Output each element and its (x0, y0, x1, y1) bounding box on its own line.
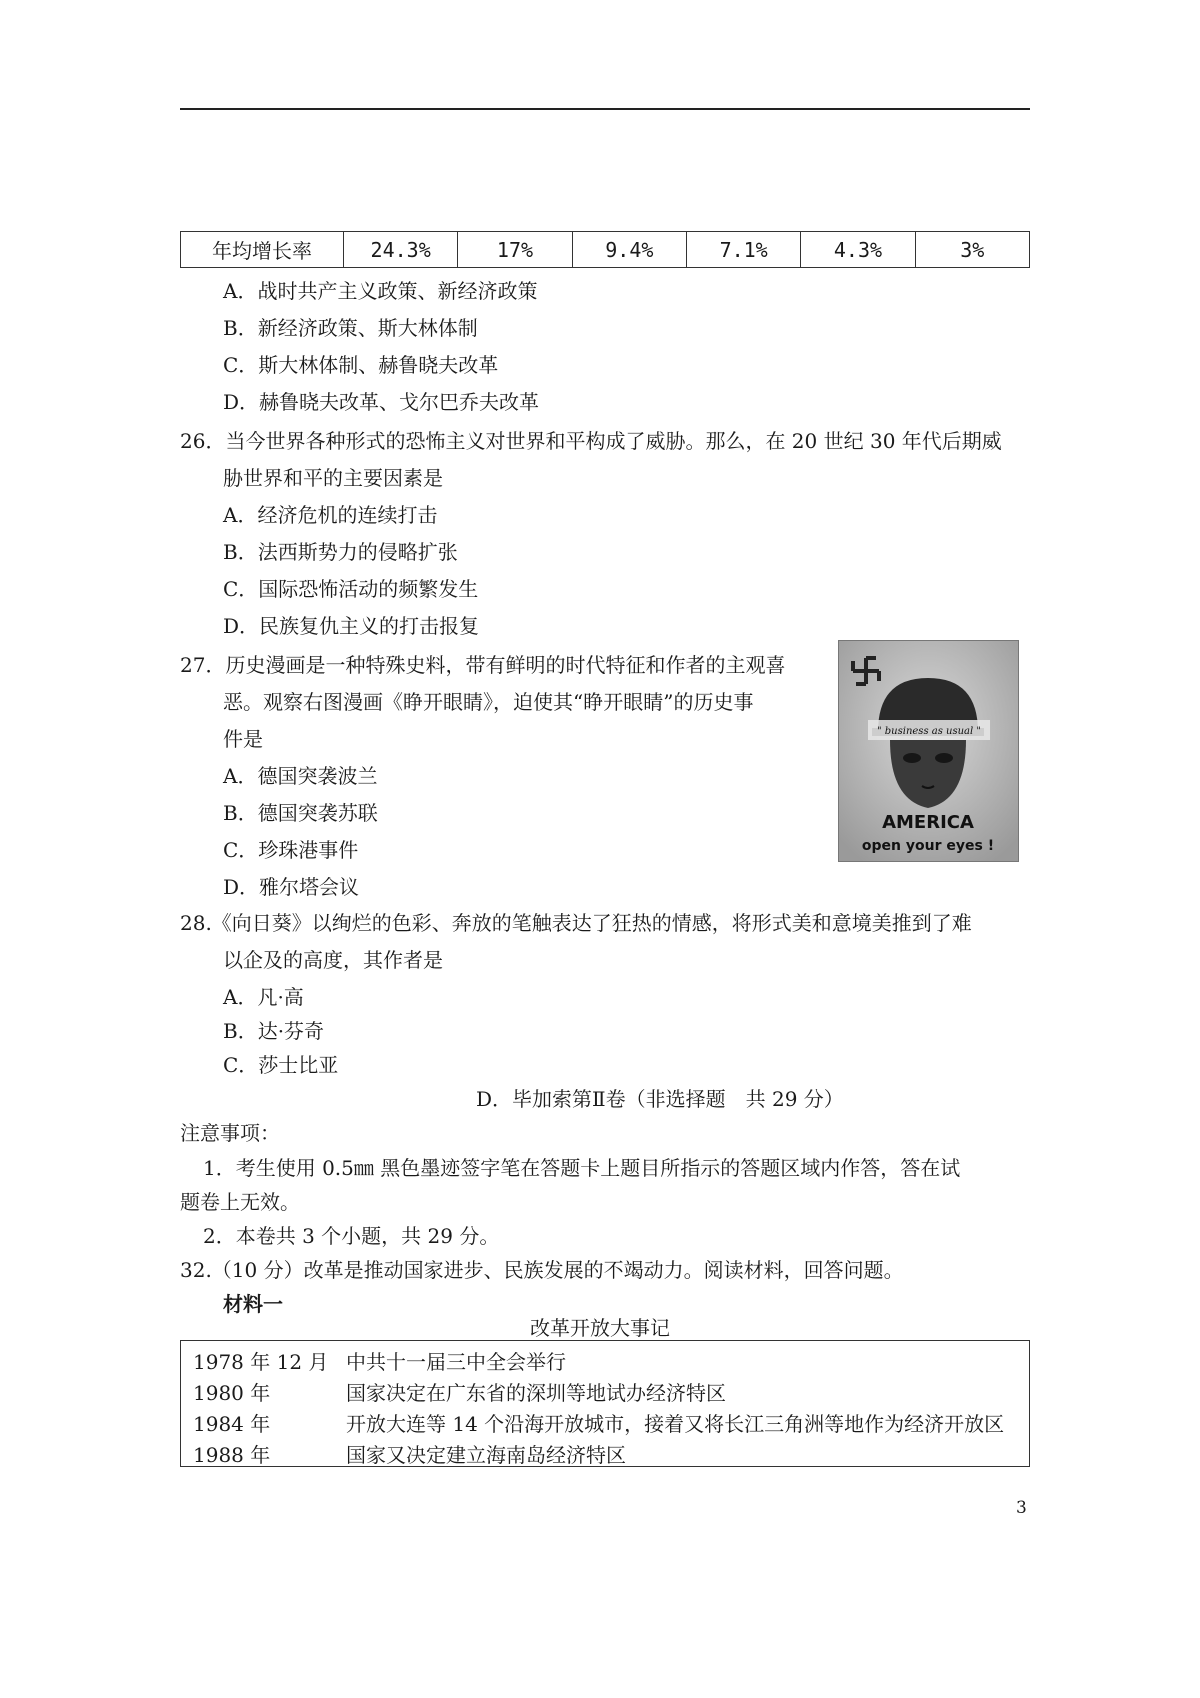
notes-heading: 注意事项： (180, 1121, 280, 1145)
event-year: 1980 年 (193, 1381, 271, 1405)
q28-option-d-section-title: D．毕加索第Ⅱ卷（非选择题 共 29 分） (476, 1087, 844, 1111)
table-row (181, 1403, 1029, 1434)
table-cell: 17% (458, 232, 572, 268)
table-cell: 9.4% (572, 232, 686, 268)
q25-option-c: C．斯大林体制、赫鲁晓夫改革 (223, 353, 499, 377)
q26-stem-line1: 26．当今世界各种形式的恐怖主义对世界和平构成了威胁。那么，在 20 世纪 30 年代后期威 (180, 429, 1002, 453)
q26-option-b: B．法西斯势力的侵略扩张 (223, 540, 458, 564)
notes-item1-line2: 题卷上无效。 (180, 1190, 300, 1214)
table-row (181, 1341, 1029, 1372)
q27-stem-line2: 恶。观察右图漫画《睁开眼睛》，迫使其“睁开眼睛”的历史事 (223, 690, 754, 714)
q27-option-d: D．雅尔塔会议 (223, 875, 360, 899)
q26-stem-line2: 胁世界和平的主要因素是 (223, 466, 443, 490)
q26-option-a: A．经济危机的连续打击 (223, 503, 438, 527)
row-label: 年均增长率 (181, 232, 344, 268)
event-text: 中共十一届三中全会举行 (346, 1350, 566, 1374)
q27-option-a: A．德国突袭波兰 (223, 764, 378, 788)
q26-option-c: C．国际恐怖活动的频繁发生 (223, 577, 479, 601)
event-text: 开放大连等 14 个沿海开放城市，接着又将长江三角洲等地作为经济开放区 (346, 1412, 1005, 1436)
caption-open-your-eyes: open your eyes ! (861, 838, 995, 854)
q28-stem-line1: 28.《向日葵》以绚烂的色彩、奔放的笔触表达了狂热的情感，将形式美和意境美推到了难 (180, 911, 972, 935)
notes-item2: 2．本卷共 3 个小题，共 29 分。 (203, 1224, 500, 1248)
table-cell: 4.3% (801, 232, 915, 268)
q26-option-d: D．民族复仇主义的打击报复 (223, 614, 480, 638)
q28-option-c: C．莎士比亚 (223, 1053, 339, 1077)
q28-stem-line2: 以企及的高度，其作者是 (223, 948, 443, 972)
event-year: 1978 年 12 月 (193, 1350, 329, 1374)
header-rule (180, 108, 1030, 110)
growth-rate-table (180, 231, 1030, 268)
caption-america: AMERICA (882, 812, 974, 833)
q25-option-b: B．新经济政策、斯大林体制 (223, 316, 478, 340)
event-year: 1984 年 (193, 1412, 271, 1436)
cartoon-open-your-eyes (838, 640, 1019, 862)
q25-option-d: D．赫鲁晓夫改革、戈尔巴乔夫改革 (223, 390, 540, 414)
q27-option-c: C．珍珠港事件 (223, 838, 359, 862)
q27-stem-line3: 件是 (223, 727, 263, 751)
event-text: 国家决定在广东省的深圳等地试办经济特区 (346, 1381, 726, 1405)
event-text: 国家又决定建立海南岛经济特区 (346, 1443, 626, 1467)
events-table (180, 1340, 1030, 1467)
table-row (181, 232, 1030, 268)
q28-option-b: B．达·芬奇 (223, 1019, 325, 1043)
notes-item1-line1: 1．考生使用 0.5㎜ 黑色墨迹签字笔在答题卡上题目所指示的答题区域内作答，答在试 (203, 1156, 961, 1180)
q27-stem-line1: 27．历史漫画是一种特殊史料，带有鲜明的时代特征和作者的主观喜 (180, 653, 786, 677)
event-year: 1988 年 (193, 1443, 271, 1467)
q25-option-a: A．战时共产主义政策、新经济政策 (223, 279, 538, 303)
q32-stem: 32.（10 分）改革是推动国家进步、民族发展的不竭动力。阅读材料，回答问题。 (180, 1258, 904, 1282)
page-number: 3 (1016, 1498, 1027, 1518)
q28-option-a: A．凡·高 (223, 985, 304, 1009)
table-row (181, 1372, 1029, 1403)
material-label: 材料一 (223, 1292, 283, 1316)
events-table-title: 改革开放大事记 (530, 1316, 670, 1340)
table-cell: 3% (915, 232, 1029, 268)
table-cell: 7.1% (686, 232, 800, 268)
banner-text: " business as usual " (877, 726, 981, 737)
table-cell: 24.3% (344, 232, 458, 268)
q27-option-b: B．德国突袭苏联 (223, 801, 378, 825)
table-row (181, 1434, 1029, 1465)
